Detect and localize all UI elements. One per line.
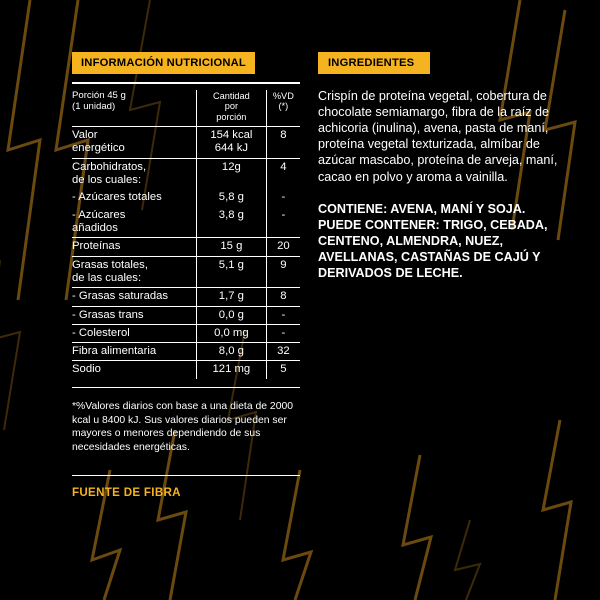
row-amount bbox=[197, 126, 267, 158]
row-label-line-2: añadidos bbox=[72, 221, 118, 234]
table-row bbox=[72, 306, 300, 324]
ingredients-heading: INGREDIENTES bbox=[318, 52, 430, 74]
row-vd: 9 bbox=[266, 256, 300, 288]
row-label: - Colesterol bbox=[72, 324, 197, 342]
row-amount: 1,7 g bbox=[197, 288, 267, 306]
row-vd: - bbox=[266, 306, 300, 324]
row-amount: 15 g bbox=[197, 238, 267, 256]
fiber-source-claim: FUENTE DE FIBRA bbox=[72, 485, 181, 499]
row-label bbox=[72, 158, 197, 189]
nutrition-heading: INFORMACIÓN NUTRICIONAL bbox=[72, 52, 255, 74]
row-vd: 5 bbox=[266, 361, 300, 379]
table-row bbox=[72, 361, 300, 379]
row-amount-line-2: 644 kJ bbox=[214, 142, 248, 155]
label-columns bbox=[72, 52, 572, 499]
row-label: - Grasas saturadas bbox=[72, 288, 197, 306]
row-vd: 8 bbox=[266, 288, 300, 306]
row-amount: 0,0 mg bbox=[197, 324, 267, 342]
vd-header-line-2: (*) bbox=[278, 101, 289, 112]
table-row bbox=[72, 324, 300, 342]
row-label-line-2: de los cuales: bbox=[72, 173, 142, 186]
row-vd: 4 bbox=[266, 158, 300, 189]
row-label-line-1: Valor bbox=[72, 128, 98, 141]
amount-header-line-2: por bbox=[224, 101, 238, 112]
row-label-line-2: energético bbox=[72, 142, 125, 155]
amount-column-header bbox=[197, 90, 267, 126]
table-row bbox=[72, 126, 300, 158]
row-label bbox=[72, 207, 197, 238]
row-label-line-2: de las cuales: bbox=[72, 271, 142, 284]
row-vd: - bbox=[281, 191, 286, 204]
table-row bbox=[72, 256, 300, 288]
table-row bbox=[72, 158, 300, 189]
row-amount: 5,1 g bbox=[197, 256, 267, 288]
row-label: - Grasas trans bbox=[72, 306, 197, 324]
nutrition-table-body bbox=[72, 90, 300, 379]
daily-values-footnote: *%Valores diarios con base a una dieta de 2000 kcal u 8400 kJ. Sus valores diarios pueden ser mayores o menores dependiendo de sus necesidades energéticas. bbox=[72, 400, 294, 454]
row-label: Sodio bbox=[72, 361, 197, 379]
table-row bbox=[72, 343, 300, 361]
row-label-line-1: Carbohidratos, bbox=[72, 160, 147, 173]
table-header-row bbox=[72, 90, 300, 126]
nutrition-column bbox=[72, 52, 300, 499]
row-amount: 12g bbox=[197, 158, 267, 189]
ingredients-column bbox=[318, 52, 566, 281]
row-amount: 8,0 g bbox=[197, 343, 267, 361]
row-label: Fibra alimentaria bbox=[72, 343, 197, 361]
row-vd: 8 bbox=[266, 126, 300, 158]
table-row bbox=[72, 288, 300, 306]
row-label bbox=[72, 126, 197, 158]
row-vd: 32 bbox=[266, 343, 300, 361]
nutrition-table bbox=[72, 90, 300, 379]
portion-cell bbox=[72, 90, 197, 126]
row-amount: 5,8 g bbox=[197, 189, 267, 206]
claim-top-rule bbox=[72, 475, 300, 476]
row-vd: - bbox=[266, 324, 300, 342]
nutrition-bottom-rule bbox=[72, 387, 300, 388]
nutrition-top-rule bbox=[72, 82, 300, 84]
table-row bbox=[72, 189, 300, 206]
row-label bbox=[72, 256, 197, 288]
vd-column-header bbox=[266, 90, 300, 126]
row-label: Proteínas bbox=[72, 238, 197, 256]
table-row bbox=[72, 238, 300, 256]
row-vd: 20 bbox=[266, 238, 300, 256]
row-label-line-1: Grasas totales, bbox=[72, 258, 148, 271]
portion-line-1: Porción 45 g bbox=[72, 90, 126, 101]
row-label: - Azúcares totales bbox=[72, 191, 162, 204]
allergens-statement: CONTIENE: AVENA, MANÍ Y SOJA. PUEDE CONTENER: TRIGO, CEBADA, CENTENO, ALMENDRA, NUEZ, AVELLANAS, CASTAÑAS DE CAJÚ Y DERIVADOS DE LECHE. bbox=[318, 201, 548, 281]
row-amount: 0,0 g bbox=[197, 306, 267, 324]
amount-header-line-1: Cantidad bbox=[212, 91, 250, 101]
table-row bbox=[72, 207, 300, 238]
row-vd: - bbox=[281, 208, 286, 221]
ingredients-body: Crispín de proteína vegetal, cobertura de chocolate semiamargo, fibra de la raíz de achicoria (inulina), avena, pasta de maní, proteína vegetal texturizada, almíbar de azúcar mascabo, proteína de arveja, maní, cacao en polvo y aroma a vainilla. bbox=[318, 89, 558, 184]
row-label-line-1: - Azúcares bbox=[72, 208, 126, 221]
vd-header-line-1: %VD bbox=[272, 91, 294, 101]
row-amount: 3,8 g bbox=[197, 207, 267, 238]
portion-line-2: (1 unidad) bbox=[72, 100, 116, 112]
amount-header-line-3: porción bbox=[216, 111, 247, 122]
row-amount-line-1: 154 kcal bbox=[210, 128, 253, 141]
row-amount: 121 mg bbox=[197, 361, 267, 379]
